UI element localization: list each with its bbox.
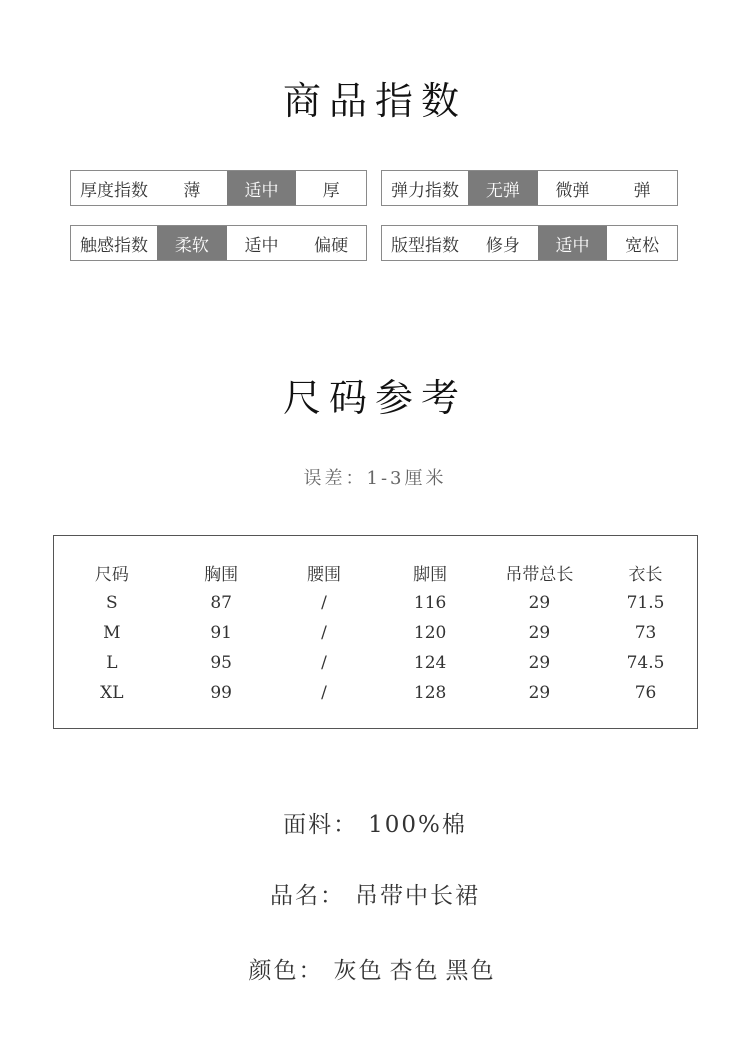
elasticity-option: 微弹: [555, 180, 590, 201]
thickness-index: [70, 170, 367, 206]
elasticity-option: 无弹: [468, 171, 538, 205]
thickness-option: 厚: [322, 180, 340, 201]
table-row: [54, 618, 697, 648]
table-row: [54, 678, 697, 708]
touch-option: 偏硬: [314, 235, 349, 256]
touch-index: [70, 225, 367, 261]
table-cell: 73: [634, 623, 657, 643]
table-cell: 120: [413, 623, 447, 643]
thickness-index-label: 厚度指数: [80, 180, 148, 201]
elasticity-index: [381, 170, 678, 206]
table-cell: 29: [528, 623, 551, 643]
size-table: [53, 535, 698, 729]
color-option: 黑色: [445, 958, 496, 984]
table-row: [54, 588, 697, 618]
table-cell: /: [321, 593, 327, 613]
product-name-value: 吊带中长裙: [355, 883, 480, 909]
column-header: 胸围: [204, 564, 239, 585]
fabric-info: [0, 806, 750, 839]
table-cell: /: [321, 683, 327, 703]
table-header-row: [54, 556, 697, 588]
column-header: 衣长: [628, 564, 663, 585]
fit-option: 宽松: [625, 235, 660, 256]
colors-label: 颜色：: [248, 958, 324, 984]
color-option: 杏色: [389, 958, 440, 984]
fabric-label: 面料：: [283, 812, 359, 838]
tolerance-note: 误差：1-3厘米: [303, 468, 447, 489]
product-name-info: [0, 877, 750, 910]
fit-index: [381, 225, 678, 261]
table-cell: 116: [413, 593, 447, 613]
touch-option: 柔软: [157, 226, 227, 260]
colors-values: [334, 958, 502, 984]
table-cell: 76: [634, 683, 657, 703]
table-row: [54, 648, 697, 678]
table-cell: L: [106, 653, 118, 673]
table-cell: 128: [413, 683, 447, 703]
table-cell: 95: [210, 653, 232, 673]
table-cell: 29: [528, 593, 551, 613]
table-cell: /: [321, 623, 327, 643]
product-name-label: 品名：: [270, 883, 345, 909]
thickness-option: 薄: [183, 180, 201, 201]
column-header: 脚围: [413, 564, 448, 585]
thickness-option: 适中: [227, 171, 297, 205]
table-cell: S: [106, 593, 118, 613]
elasticity-index-label: 弹力指数: [391, 180, 459, 201]
table-cell: /: [321, 653, 327, 673]
table-cell: 74.5: [626, 653, 665, 673]
table-cell: XL: [100, 683, 124, 703]
size-reference-title: 尺码参考: [282, 376, 467, 420]
touch-index-label: 触感指数: [80, 235, 148, 256]
table-cell: 87: [210, 593, 232, 613]
table-cell: 29: [528, 683, 551, 703]
table-cell: 91: [210, 623, 232, 643]
table-cell: M: [103, 623, 121, 643]
table-cell: 124: [413, 653, 447, 673]
column-header: 尺码: [94, 564, 129, 585]
colors-info: [0, 952, 750, 985]
column-header: 腰围: [307, 564, 342, 585]
fit-index-label: 版型指数: [391, 235, 459, 256]
fit-option: 适中: [538, 226, 608, 260]
table-cell: 71.5: [626, 593, 665, 613]
fit-option: 修身: [485, 235, 520, 256]
color-option: 灰色: [333, 958, 384, 984]
table-cell: 29: [528, 653, 551, 673]
product-index-title: 商品指数: [282, 79, 467, 123]
fabric-value: 100%棉: [368, 812, 467, 838]
column-header: 吊带总长: [505, 564, 574, 585]
touch-option: 适中: [244, 235, 279, 256]
elasticity-option: 弹: [633, 180, 651, 201]
table-cell: 99: [210, 683, 232, 703]
